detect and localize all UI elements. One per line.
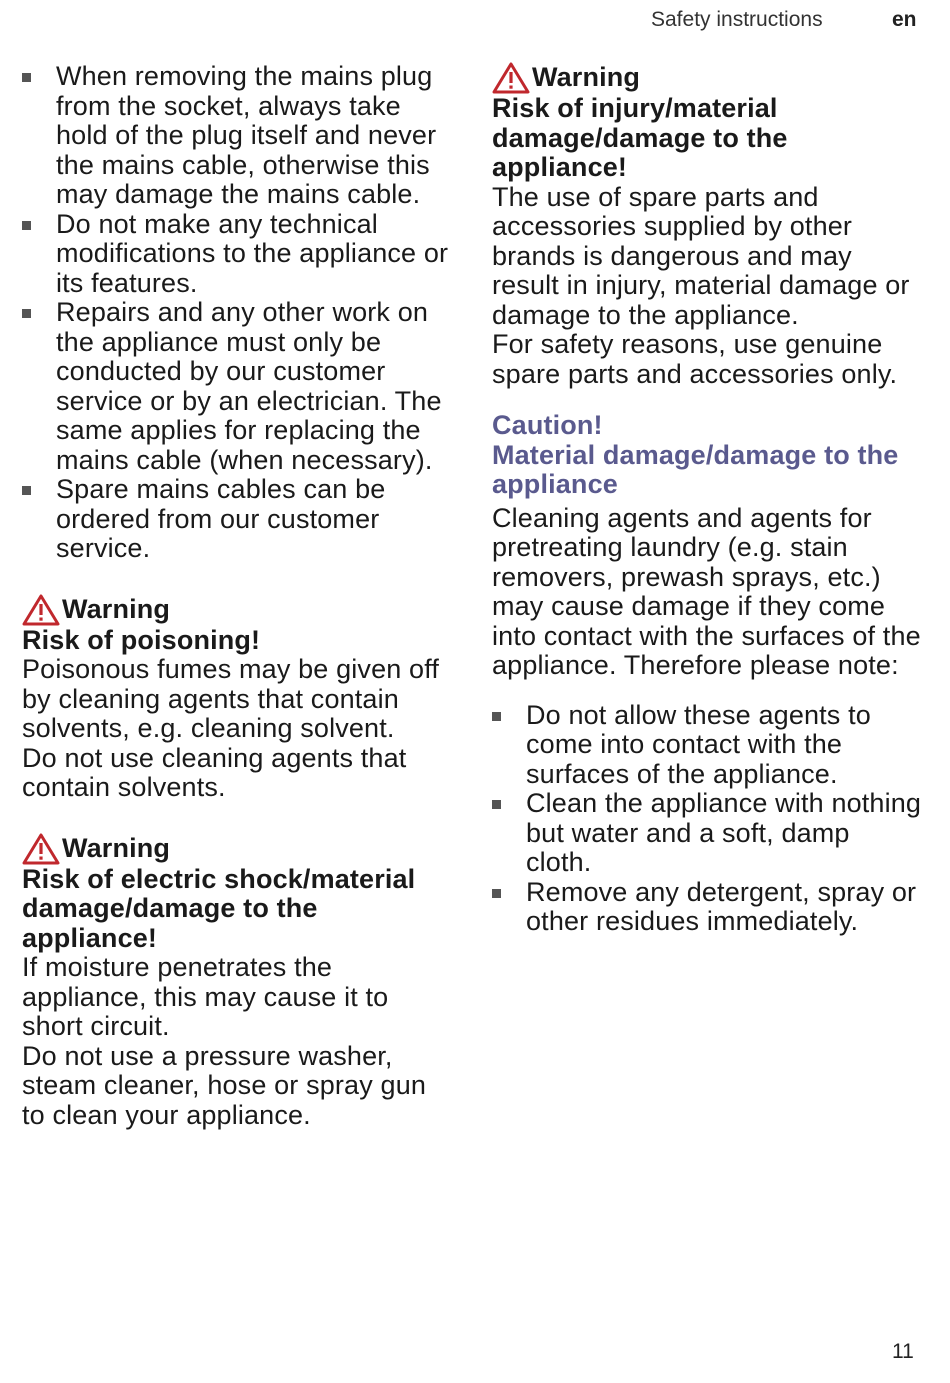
list-item: [492, 701, 922, 790]
warning-triangle-icon: [22, 594, 60, 626]
list-item-text: Clean the appliance with nothing but water and a soft, damp cloth.: [526, 788, 922, 877]
warning-instruction: Do not use cleaning agents that contain solvents.: [22, 742, 407, 802]
warning-heading: [22, 833, 450, 865]
risk-title: Risk of electric shock/material damage/damage to the appliance!: [22, 863, 416, 953]
bullet-list-electrical: [22, 62, 450, 564]
caution-notice: [492, 411, 922, 500]
warning-triangle-icon: [22, 833, 60, 865]
caution-title: Material damage/damage to the appliance: [492, 439, 899, 499]
list-item: [492, 789, 922, 878]
warning-instruction: For safety reasons, use genuine spare parts and accessories only.: [492, 329, 898, 389]
square-bullet-icon: [22, 73, 31, 82]
risk-title: Risk of poisoning!: [22, 624, 261, 655]
square-bullet-icon: [492, 889, 501, 898]
running-header-language: en: [892, 8, 917, 31]
caution-label: Caution!: [492, 410, 603, 440]
left-column: [22, 62, 450, 1130]
square-bullet-icon: [492, 712, 501, 721]
list-item-text: Do not make any technical modifications to the appliance or its features.: [56, 208, 449, 298]
warning-body: The use of spare parts and accessories supplied by other brands is dangerous and may result in injury, material damage or damage to the appliance.: [492, 181, 910, 330]
list-item-text: Remove any detergent, spray or other residues immediately.: [526, 876, 917, 936]
warning-label: Warning: [62, 832, 171, 863]
warning-triangle-icon: [492, 62, 530, 94]
list-item: [22, 62, 450, 210]
page-number: 11: [892, 1340, 914, 1363]
right-column: [492, 62, 922, 937]
warning-instruction: Do not use a pressure washer, steam cleaner, hose or spray gun to clean your appliance.: [22, 1040, 427, 1130]
list-item: [22, 298, 450, 475]
square-bullet-icon: [22, 221, 31, 230]
list-item-text: When removing the mains plug from the socket, always take hold of the plug itself and never the mains cable, otherwise this may damage the mains cable.: [56, 61, 437, 209]
warning-label: Warning: [532, 62, 641, 93]
square-bullet-icon: [22, 309, 31, 318]
list-item-text: Repairs and any other work on the appliance must only be conducted by our customer service or by an electrician. The same applies for replacing the mains cable (when necessary).: [56, 297, 442, 475]
list-item: [492, 878, 922, 937]
warning-heading: [22, 594, 450, 626]
warning-notice-spare-parts: [492, 62, 922, 389]
risk-title: Risk of injury/material damage/damage to the appliance!: [492, 93, 788, 182]
list-item: [22, 475, 450, 564]
running-header-section: Safety instructions: [651, 8, 823, 31]
caution-body: Cleaning agents and agents for pretreating laundry (e.g. stain removers, prewash sprays, etc.) may cause damage if they come into contact with the surfaces of the appliance. Therefore please note:: [492, 502, 921, 680]
warning-notice-poisoning: [22, 594, 450, 803]
bullet-list-cleaning: [492, 701, 922, 937]
warning-label: Warning: [62, 593, 171, 624]
list-item-text: Do not allow these agents to come into contact with the surfaces of the appliance.: [526, 699, 871, 789]
list-item-text: Spare mains cables can be ordered from our customer service.: [56, 474, 386, 563]
warning-notice-electric-shock: [22, 833, 450, 1131]
square-bullet-icon: [22, 486, 31, 495]
square-bullet-icon: [492, 800, 501, 809]
warning-body: If moisture penetrates the appliance, this may cause it to short circuit.: [22, 952, 389, 1041]
warning-heading: [492, 62, 922, 94]
warning-body: Poisonous fumes may be given off by cleaning agents that contain solvents, e.g. cleaning solvent.: [22, 654, 440, 743]
list-item: [22, 210, 450, 299]
